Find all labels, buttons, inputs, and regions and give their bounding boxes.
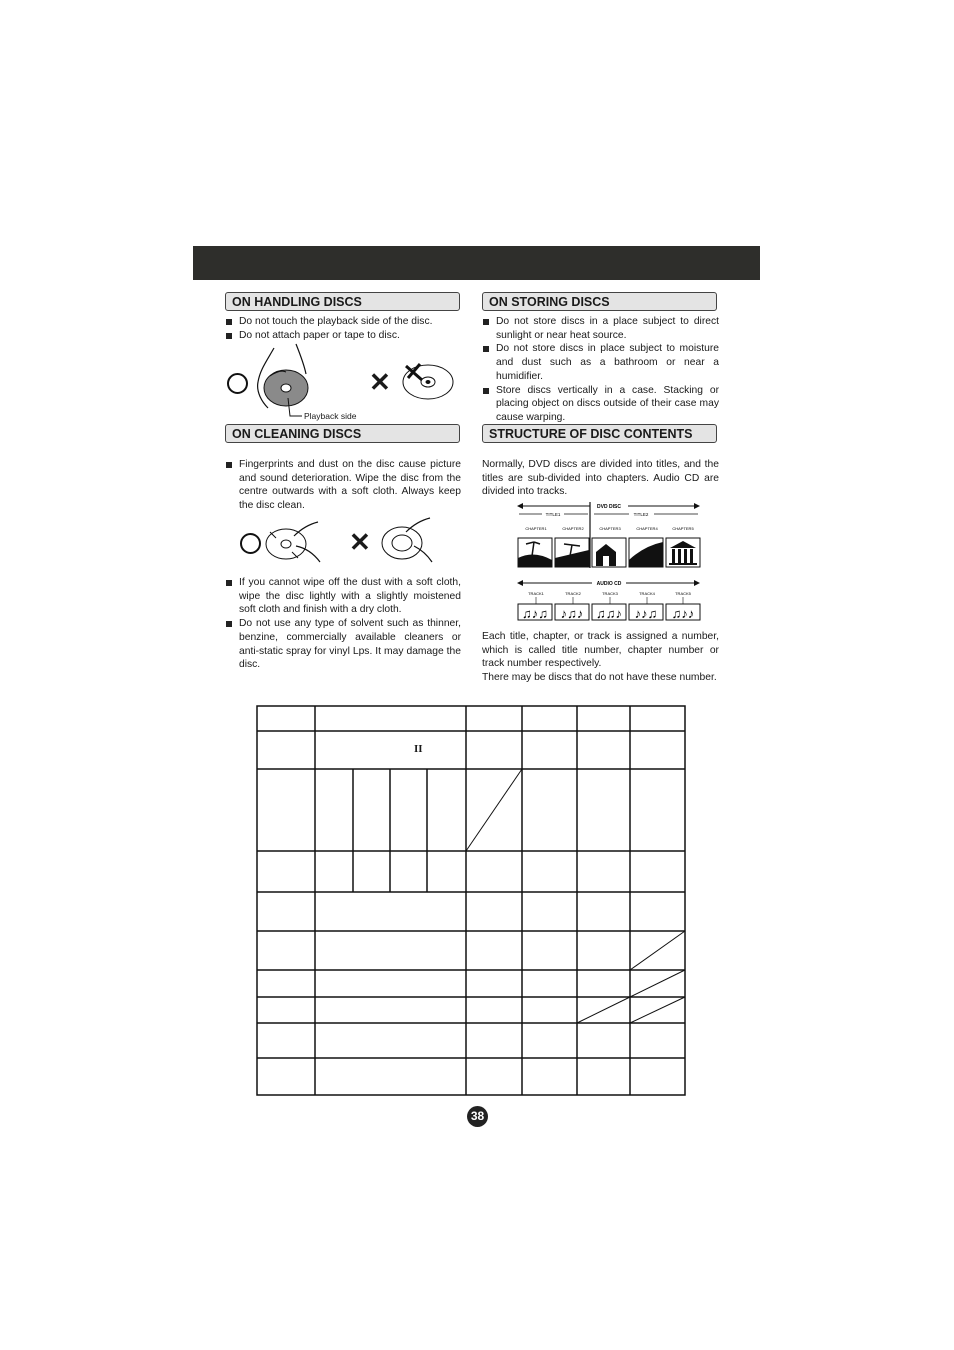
- cleaning-heading: ON CLEANING DISCS: [225, 424, 460, 443]
- hand-holding-disc-icon: [252, 340, 322, 420]
- track-4-label: TRACK4: [639, 591, 655, 596]
- chapter-4-label: CHAPTER4: [636, 526, 658, 531]
- storing-item-1: Do not store discs in a place subject to direct sunlight or near heat source.: [482, 315, 719, 342]
- audio-cd-label: AUDIO CD: [596, 581, 622, 587]
- title-2-label: TITLE2: [633, 512, 649, 517]
- cleaning-list-2: [225, 576, 461, 672]
- svg-text:♪♪♫: ♪♪♫: [634, 606, 658, 621]
- track-5-label: TRACK5: [675, 591, 691, 596]
- chapter-1-label: CHAPTER1: [525, 526, 547, 531]
- specification-table-grid: [256, 705, 687, 1098]
- cleaning-item-3: Do not use any type of solvent such as thinner, benzine, commercially available cleaners or anti-static spray for vinyl Lps. It may damage the disc.: [225, 617, 461, 672]
- wrong-mark-icon: ✕: [349, 527, 371, 557]
- svg-text:♫♪♫: ♫♪♫: [522, 606, 548, 621]
- storing-item-2: Do not store discs in place subject to moisture and dust such as a bathroom or near a humidifier.: [482, 342, 719, 383]
- page-number-badge: 38: [467, 1106, 488, 1127]
- track-2-label: TRACK2: [565, 591, 581, 596]
- dvd-disc-label: DVD DISC: [597, 504, 621, 510]
- storing-list: [482, 315, 719, 425]
- structure-note-2: There may be discs that do not have these number.: [482, 672, 717, 683]
- structure-intro: Normally, DVD discs are divided into titles, and the titles are sub-divided into chapters. Audio CD are divided into tracks.: [482, 459, 719, 498]
- table-roman-mark: II: [414, 743, 423, 755]
- svg-text:♪♫♪: ♪♫♪: [560, 606, 584, 621]
- chapter-3-label: CHAPTER3: [599, 526, 621, 531]
- correct-mark-icon: [227, 373, 248, 394]
- svg-text:♫♪♪: ♫♪♪: [671, 606, 695, 621]
- svg-text:♫♫♪: ♫♫♪: [596, 606, 622, 621]
- structure-note-1: Each title, chapter, or track is assigned a number, which is called title number, chapter number or track number respectively.: [482, 631, 719, 670]
- audio-cd-structure-diagram: [514, 577, 704, 623]
- dvd-structure-diagram: [514, 500, 704, 572]
- chapter-2-label: CHAPTER2: [562, 526, 584, 531]
- track-3-label: TRACK3: [602, 591, 618, 596]
- title-1-label: TITLE1: [545, 512, 561, 517]
- wipe-circular-icon: [378, 516, 436, 566]
- correct-mark-icon: [240, 533, 261, 554]
- playback-side-caption: Playback side: [304, 411, 357, 421]
- chapter-5-label: CHAPTER5: [672, 526, 694, 531]
- cleaning-item-1-block: [225, 458, 461, 513]
- disc-with-tape-icon: [400, 360, 456, 404]
- storing-heading: ON STORING DISCS: [482, 292, 717, 311]
- handling-list: [225, 315, 465, 342]
- track-1-label: TRACK1: [528, 591, 544, 596]
- handling-heading: ON HANDLING DISCS: [225, 292, 460, 311]
- storing-item-3: Store discs vertically in a case. Stacking or placing object on discs outside of their case may cause warping.: [482, 384, 719, 425]
- handling-item-2: Do not attach paper or tape to disc.: [225, 329, 465, 343]
- cleaning-item-2: If you cannot wipe off the dust with a soft cloth, wipe the disc lightly with a slightly moistened soft cloth and finish with a dry cloth.: [225, 576, 461, 617]
- wipe-outwards-icon: [262, 518, 324, 566]
- wrong-mark-icon: ✕: [369, 367, 391, 397]
- handling-item-1: Do not touch the playback side of the disc.: [225, 315, 465, 329]
- cleaning-item-1: Fingerprints and dust on the disc cause picture and sound deterioration. Wipe the disc from the centre outwards with a soft cloth. Always keep the disc clean.: [225, 458, 461, 513]
- structure-heading: STRUCTURE OF DISC CONTENTS: [482, 424, 717, 443]
- page-header-bar: [193, 246, 760, 280]
